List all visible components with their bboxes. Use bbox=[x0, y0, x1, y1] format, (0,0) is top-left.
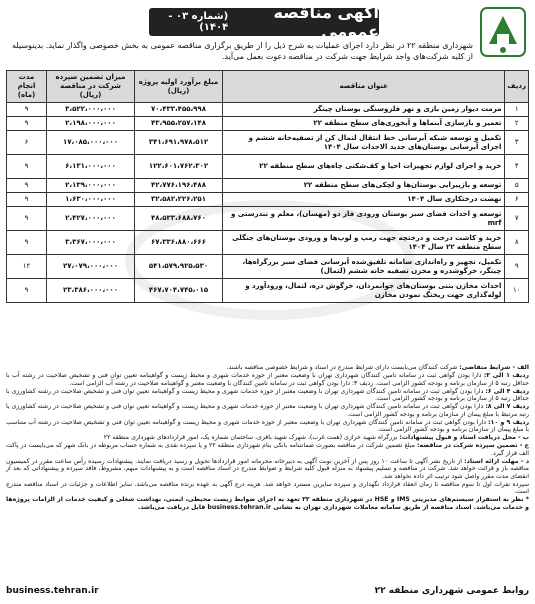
row-guarantee: ۱۷،۰۸۵،۰۰۰،۰۰۰ bbox=[47, 131, 135, 155]
condition-rows-4-6-text: دارا بودن گواهی ثبت در سامانه تامین کنندگان شهرداری تهران با وضعیت معتبر از حوزه خدمات شهری و محیط زیست و گواهینامه تعیین توان فنی و تشخیص صلاحیت در رشته کشاورزی با حداقل رتبه ۵ از سازمان برنامه و بودجه کشور الزامی است. bbox=[6, 387, 529, 402]
row-duration: ۶ bbox=[7, 131, 47, 155]
col-guarantee: میزان تضمین سپرده شرکت در مناقصه (ریال) bbox=[47, 71, 135, 103]
condition-d bbox=[6, 458, 529, 481]
row-title: توسعه و احداث فضای سبز بوستان ورودی فاز دو (مهسان)، معلم و تندرستی و mrf bbox=[223, 207, 505, 231]
tender-table bbox=[6, 70, 529, 303]
notice-intro: شهرداری منطقه ۲۲ در نظر دارد اجرای عملیات به شرح ذیل را از طریق برگزاری مناقصه عمومی به بخش خصوصی واگذار نماید. بدینوسیله از کلیه شرکت‌های واجد شرایط جهت شرکت در مناقصه دعوت بعمل می‌آید. bbox=[12, 41, 473, 61]
row-guarantee: ۲،۱۹۸،۰۰۰،۰۰۰ bbox=[47, 117, 135, 131]
tender-table-header-row bbox=[7, 71, 529, 103]
table-row bbox=[7, 231, 529, 255]
col-title: عنوان مناقصه bbox=[223, 71, 505, 103]
row-title: توسعه و بازپیرایی بوستان‌ها و لچکی‌های سطح منطقه ۲۲ bbox=[223, 179, 505, 193]
row-duration: ۹ bbox=[7, 207, 47, 231]
row-number: ۱ bbox=[505, 103, 529, 117]
condition-rows-4-6-label: ردیف ۴ الی ۶: bbox=[485, 387, 529, 395]
condition-rows-1-2-text: دارا بودن گواهی ثبت در سامانه تامین کنندگان شهرداری تهران با وضعیت معتبر از حوزه خدمات شهری و محیط زیست و گواهینامه تعیین توان فنی و تشخیص صلاحیت در رشته آب با حداقل رتبه ۵ از سازمان برنامه و بودجه کشور الزامی است. ردیف ۳: دارا بودن گواهی ثبت در سامانه تامین کنندگان با وضعیت معتبر و گواهینامه صلاحیت در رشته آب الزامی است. bbox=[6, 372, 529, 387]
row-number: ۶ bbox=[505, 193, 529, 207]
row-title: خرید و کاشت درخت و درختچه جهت رمپ و لوپ‌ها و ورودی بوستان‌های جنگلی سطح منطقه ۲۲ سال ۱۴۰۴ bbox=[223, 231, 505, 255]
condition-rows-7-8 bbox=[6, 403, 529, 418]
row-title: مرمت دیوار زمین بازی و نهر فلزوسنگی بوستان چیتگر bbox=[223, 103, 505, 117]
row-number: ۴ bbox=[505, 155, 529, 179]
row-guarantee: ۱،۶۳۰،۰۰۰،۰۰۰ bbox=[47, 193, 135, 207]
table-row bbox=[7, 193, 529, 207]
condition-rows-9-10-text: دارا بودن گواهی ثبت در سامانه تامین کنندگان شهرداری تهران با وضعیت معتبر از حوزه خدمات شهری و محیط زیست و گواهینامه تعیین توان فنی و تشخیص صلاحیت در رشته آب متناسب با مبلغ پیمان از سازمان برنامه و بودجه کشور الزامی است. bbox=[6, 418, 529, 433]
col-duration: مدت انجام (ماه) bbox=[7, 71, 47, 103]
notice-header bbox=[6, 4, 529, 72]
table-row bbox=[7, 207, 529, 231]
row-title: تکمیل و توسعه شبکه آبرسانی خط انتقال لتمال کن از تصفیه‌خانه ششم و اجرای آبرسانی بوستان‌های جدید الاحداث سال ۱۴۰۴ bbox=[223, 131, 505, 155]
tehran-municipality-logo-icon bbox=[479, 6, 527, 58]
row-duration: ۹ bbox=[7, 179, 47, 193]
condition-rows-7-8-label: ردیف ۷ الی ۸: bbox=[485, 403, 529, 410]
table-row bbox=[7, 255, 529, 279]
condition-rows-7-8-text: دارا بودن گواهی ثبت در سامانه تامین کنندگان شهرداری تهران با وضعیت معتبر از حوزه خدمات شهری و محیط زیست و گواهینامه تعیین توان فنی و تشخیص صلاحیت در رشته کشاورزی یا رتبه مرتبط با مبلغ پیمان از سازمان برنامه و بودجه کشور الزامی است. bbox=[6, 403, 529, 418]
condition-a-label: الف - شرایط متقاضی: bbox=[459, 364, 529, 371]
row-number: ۲ bbox=[505, 117, 529, 131]
condition-d-text: از تاریخ نشر آگهی تا ساعت ۱۰ روز پس از آخرین نوبت آگهی به دبیرخانه محرمانه امور قراردادها تحویل و رسید دریافت نمایند. پیشنهادات رسیده رأس ساعت مقرر در کمیسیون مناقصه باز و قرائت خواهد شد. شرکت در مناقصه و تسلیم پیشنهاد به منزله قبول کلیه شرایط و ضوابط مندرج در اسناد مناقصه است و به پیشنهادات مبهم، مشروط، فاقد سپرده و پیشنهاداتی که بعد از انقضای مدت مقرر واصل شود ترتیب اثر داده نخواهد شد. bbox=[6, 457, 529, 480]
condition-b-text: بزرگراه شهید خرازی (همت غرب)، شهرک شهید باقری، ساختمان شماره یک، امور قراردادهای شهرداری منطقه ۲۲ bbox=[103, 434, 398, 441]
col-estimate: مبلغ برآورد اولیه پروژه (ریال) bbox=[135, 71, 223, 103]
row-estimate: ۵۴۱،۵۷۹،۹۲۵،۵۳۰ bbox=[135, 255, 223, 279]
row-duration: ۹ bbox=[7, 155, 47, 179]
condition-rows-4-6 bbox=[6, 388, 529, 403]
condition-rows-9-10-label: ردیف ۹ و ۱۰: bbox=[488, 418, 530, 426]
row-duration: ۱۲ bbox=[7, 255, 47, 279]
row-title: تعمیر و بازسازی آبنماها و آبخوری‌های سطح منطقه ۲۲ bbox=[223, 117, 505, 131]
row-duration: ۹ bbox=[7, 193, 47, 207]
condition-c bbox=[6, 442, 529, 457]
row-estimate: ۶۷،۳۳۶،۸۸۰،۶۶۶ bbox=[135, 231, 223, 255]
condition-f: * نظر به استقرار سیستم‌های مدیریتی IMS و HSE در شهرداری منطقه ۲۲ تعهد به اجرای ضوابط زیست محیطی، ایمنی، بهداشت شغلی و کیفیت خدمات از الزامات پروژه‌ها و خدمات می‌باشد. اسناد مناقصه از طریق سامانه معاملات شهرداری تهران به نشانی business.tehran.ir قابل دریافت می‌باشد. bbox=[6, 496, 529, 511]
condition-a-text: شرکت کنندگان می‌بایست دارای شرایط مندرج در اسناد و شرایط خصوصی مناقصه باشند. bbox=[226, 364, 458, 371]
row-number: ۷ bbox=[505, 207, 529, 231]
col-row: ردیف bbox=[505, 71, 529, 103]
table-row bbox=[7, 117, 529, 131]
row-title: احداث مخازن بتنی بوستان‌های جوانمردان، خرگوش دره، لتمال، ورودآورد و لوله‌گذاری جهت ریختگ نمودن مخازن bbox=[223, 279, 505, 303]
condition-c-text: مبلغ تضمین شرکت در مناقصه بصورت ضمانتنامه بانکی بنام شهرداری منطقه ۲۲ و یا سپرده نقدی به شماره حساب مربوطه در بانک شهر که می‌بایست در پاکت الف قرار گیرد. bbox=[6, 442, 529, 457]
table-row bbox=[7, 155, 529, 179]
condition-c-label: ج - تضمین سپرده شرکت در مناقصه: bbox=[417, 442, 529, 449]
row-title: خرید و اجرای لوازم تجهیزات احیا و کف‌شکنی چاه‌های سطح منطقه ۲۲ bbox=[223, 155, 505, 179]
table-row bbox=[7, 131, 529, 155]
row-estimate: ۱۲۲،۶۰۱،۷۶۲،۳۰۲ bbox=[135, 155, 223, 179]
row-duration: ۹ bbox=[7, 231, 47, 255]
row-guarantee: ۶،۱۳۱،۰۰۰،۰۰۰ bbox=[47, 155, 135, 179]
table-row bbox=[7, 279, 529, 303]
condition-a bbox=[6, 364, 529, 372]
condition-rows-9-10 bbox=[6, 419, 529, 434]
row-estimate: ۷۰،۴۳۳،۴۵۵،۹۹۸ bbox=[135, 103, 223, 117]
condition-b-label: ب - محل دریافت اسناد و قبول پیشنهادات: bbox=[399, 434, 529, 441]
condition-d-label: د - مهلت ارائه اسناد: bbox=[464, 457, 530, 465]
notice-footer bbox=[6, 586, 529, 600]
row-estimate: ۴۲،۷۷۶،۱۹۶،۴۸۸ bbox=[135, 179, 223, 193]
row-title: تکمیل، تجهیز و راه‌اندازی سامانه تلفیق‌شده آبرسانی فضای سبز بزرگراه‌ها، چیتگر، خرگوشدره و مخزن تصفیه خانه ششم (لتمال) bbox=[223, 255, 505, 279]
row-estimate: ۴۸،۵۳۳،۶۸۸،۷۶۰ bbox=[135, 207, 223, 231]
row-estimate: ۳۲،۵۸۲،۲۲۶،۲۵۱ bbox=[135, 193, 223, 207]
row-number: ۵ bbox=[505, 179, 529, 193]
condition-b bbox=[6, 434, 529, 442]
row-number: ۳ bbox=[505, 131, 529, 155]
condition-rows-1-2 bbox=[6, 372, 529, 387]
row-duration: ۹ bbox=[7, 103, 47, 117]
table-row bbox=[7, 103, 529, 117]
row-guarantee: ۳،۳۶۷،۰۰۰،۰۰۰ bbox=[47, 231, 135, 255]
row-estimate: ۳۴۱،۶۹۱،۹۷۸،۵۱۲ bbox=[135, 131, 223, 155]
row-guarantee: ۲۷،۰۷۹،۰۰۰،۰۰۰ bbox=[47, 255, 135, 279]
notice-title-box bbox=[149, 3, 379, 41]
row-number: ۸ bbox=[505, 231, 529, 255]
condition-e: سپرده نفرات اول تا سوم مناقصه تا زمان انعقاد قرارداد نگهداری و سپرده سایرین مسترد خواهد شد. هزینه درج آگهی به عهده برنده مناقصه می‌باشد. سایر اطلاعات و جزئیات در اسناد مناقصه مندرج است. bbox=[6, 480, 529, 495]
row-guarantee: ۲۳،۳۸۶،۰۰۰،۰۰۰ bbox=[47, 279, 135, 303]
website-link[interactable]: business.tehran.ir bbox=[6, 586, 99, 596]
condition-rows-1-2-label: ردیف ۱ الی ۲: bbox=[483, 372, 529, 379]
row-number: ۹ bbox=[505, 255, 529, 279]
table-row bbox=[7, 179, 529, 193]
row-estimate: ۴۶۷،۷۰۴،۷۴۵،۰۱۵ bbox=[135, 279, 223, 303]
row-guarantee: ۲،۴۲۷،۰۰۰،۰۰۰ bbox=[47, 207, 135, 231]
conditions-section bbox=[6, 364, 529, 512]
row-number: ۱۰ bbox=[505, 279, 529, 303]
row-estimate: ۴۳،۹۵۵،۲۵۷،۱۴۸ bbox=[135, 117, 223, 131]
row-guarantee: ۳،۵۲۲،۰۰۰،۰۰۰ bbox=[47, 103, 135, 117]
notice-number: (شماره ۰۳ - ۱۴۰۴) bbox=[168, 11, 229, 33]
notice-title: آگهی مناقصه عمومی bbox=[273, 3, 379, 41]
row-duration: ۹ bbox=[7, 279, 47, 303]
row-duration: ۹ bbox=[7, 117, 47, 131]
public-relations-signature: روابط عمومی شهرداری منطقه ۲۲ bbox=[374, 586, 529, 596]
row-guarantee: ۲،۱۳۹،۰۰۰،۰۰۰ bbox=[47, 179, 135, 193]
row-title: نهضت درختکاری سال ۱۴۰۴ bbox=[223, 193, 505, 207]
